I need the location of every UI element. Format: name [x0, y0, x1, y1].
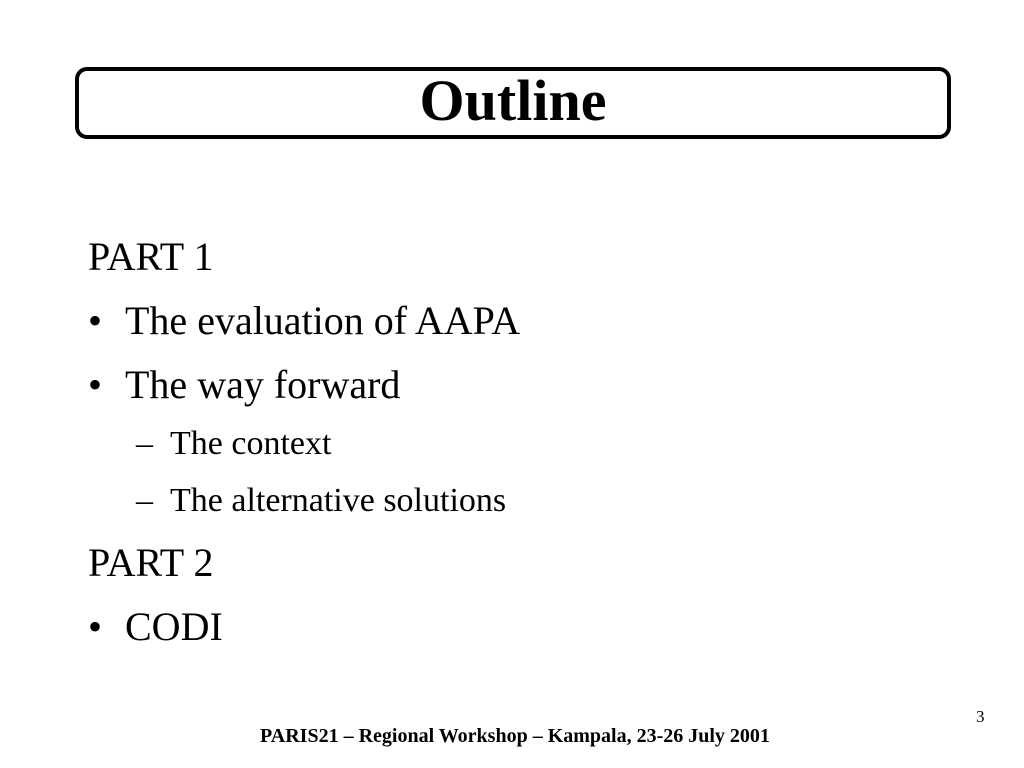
bullet-marker: • — [88, 298, 103, 343]
sub-bullet-text: The context — [170, 425, 332, 462]
bullet-text: The evaluation of AAPA — [125, 298, 521, 343]
footer — [0, 725, 1024, 748]
title-box — [75, 67, 951, 139]
part2-heading: PART 2 — [88, 540, 214, 585]
bullet-item — [88, 296, 948, 360]
page-number: 3 — [976, 707, 985, 726]
bullet-marker: • — [88, 362, 103, 407]
sub-bullet-item — [88, 481, 948, 538]
bullet-marker: • — [88, 604, 103, 649]
bullet-item — [88, 602, 948, 666]
footer-text: PARIS21 – Regional Workshop – Kampala, 23-26 July 2001 — [260, 725, 770, 747]
sub-bullet-marker: – — [136, 482, 153, 519]
bullet-item — [88, 360, 948, 424]
bullet-text: The way forward — [125, 362, 401, 407]
slide-content — [88, 232, 948, 666]
bullet-text: CODI — [125, 604, 223, 649]
sub-bullet-marker: – — [136, 425, 153, 462]
part1-heading: PART 1 — [88, 234, 214, 279]
sub-bullet-item — [88, 424, 948, 481]
sub-bullet-text: The alternative solutions — [170, 482, 507, 519]
slide-title: Outline — [419, 68, 607, 133]
